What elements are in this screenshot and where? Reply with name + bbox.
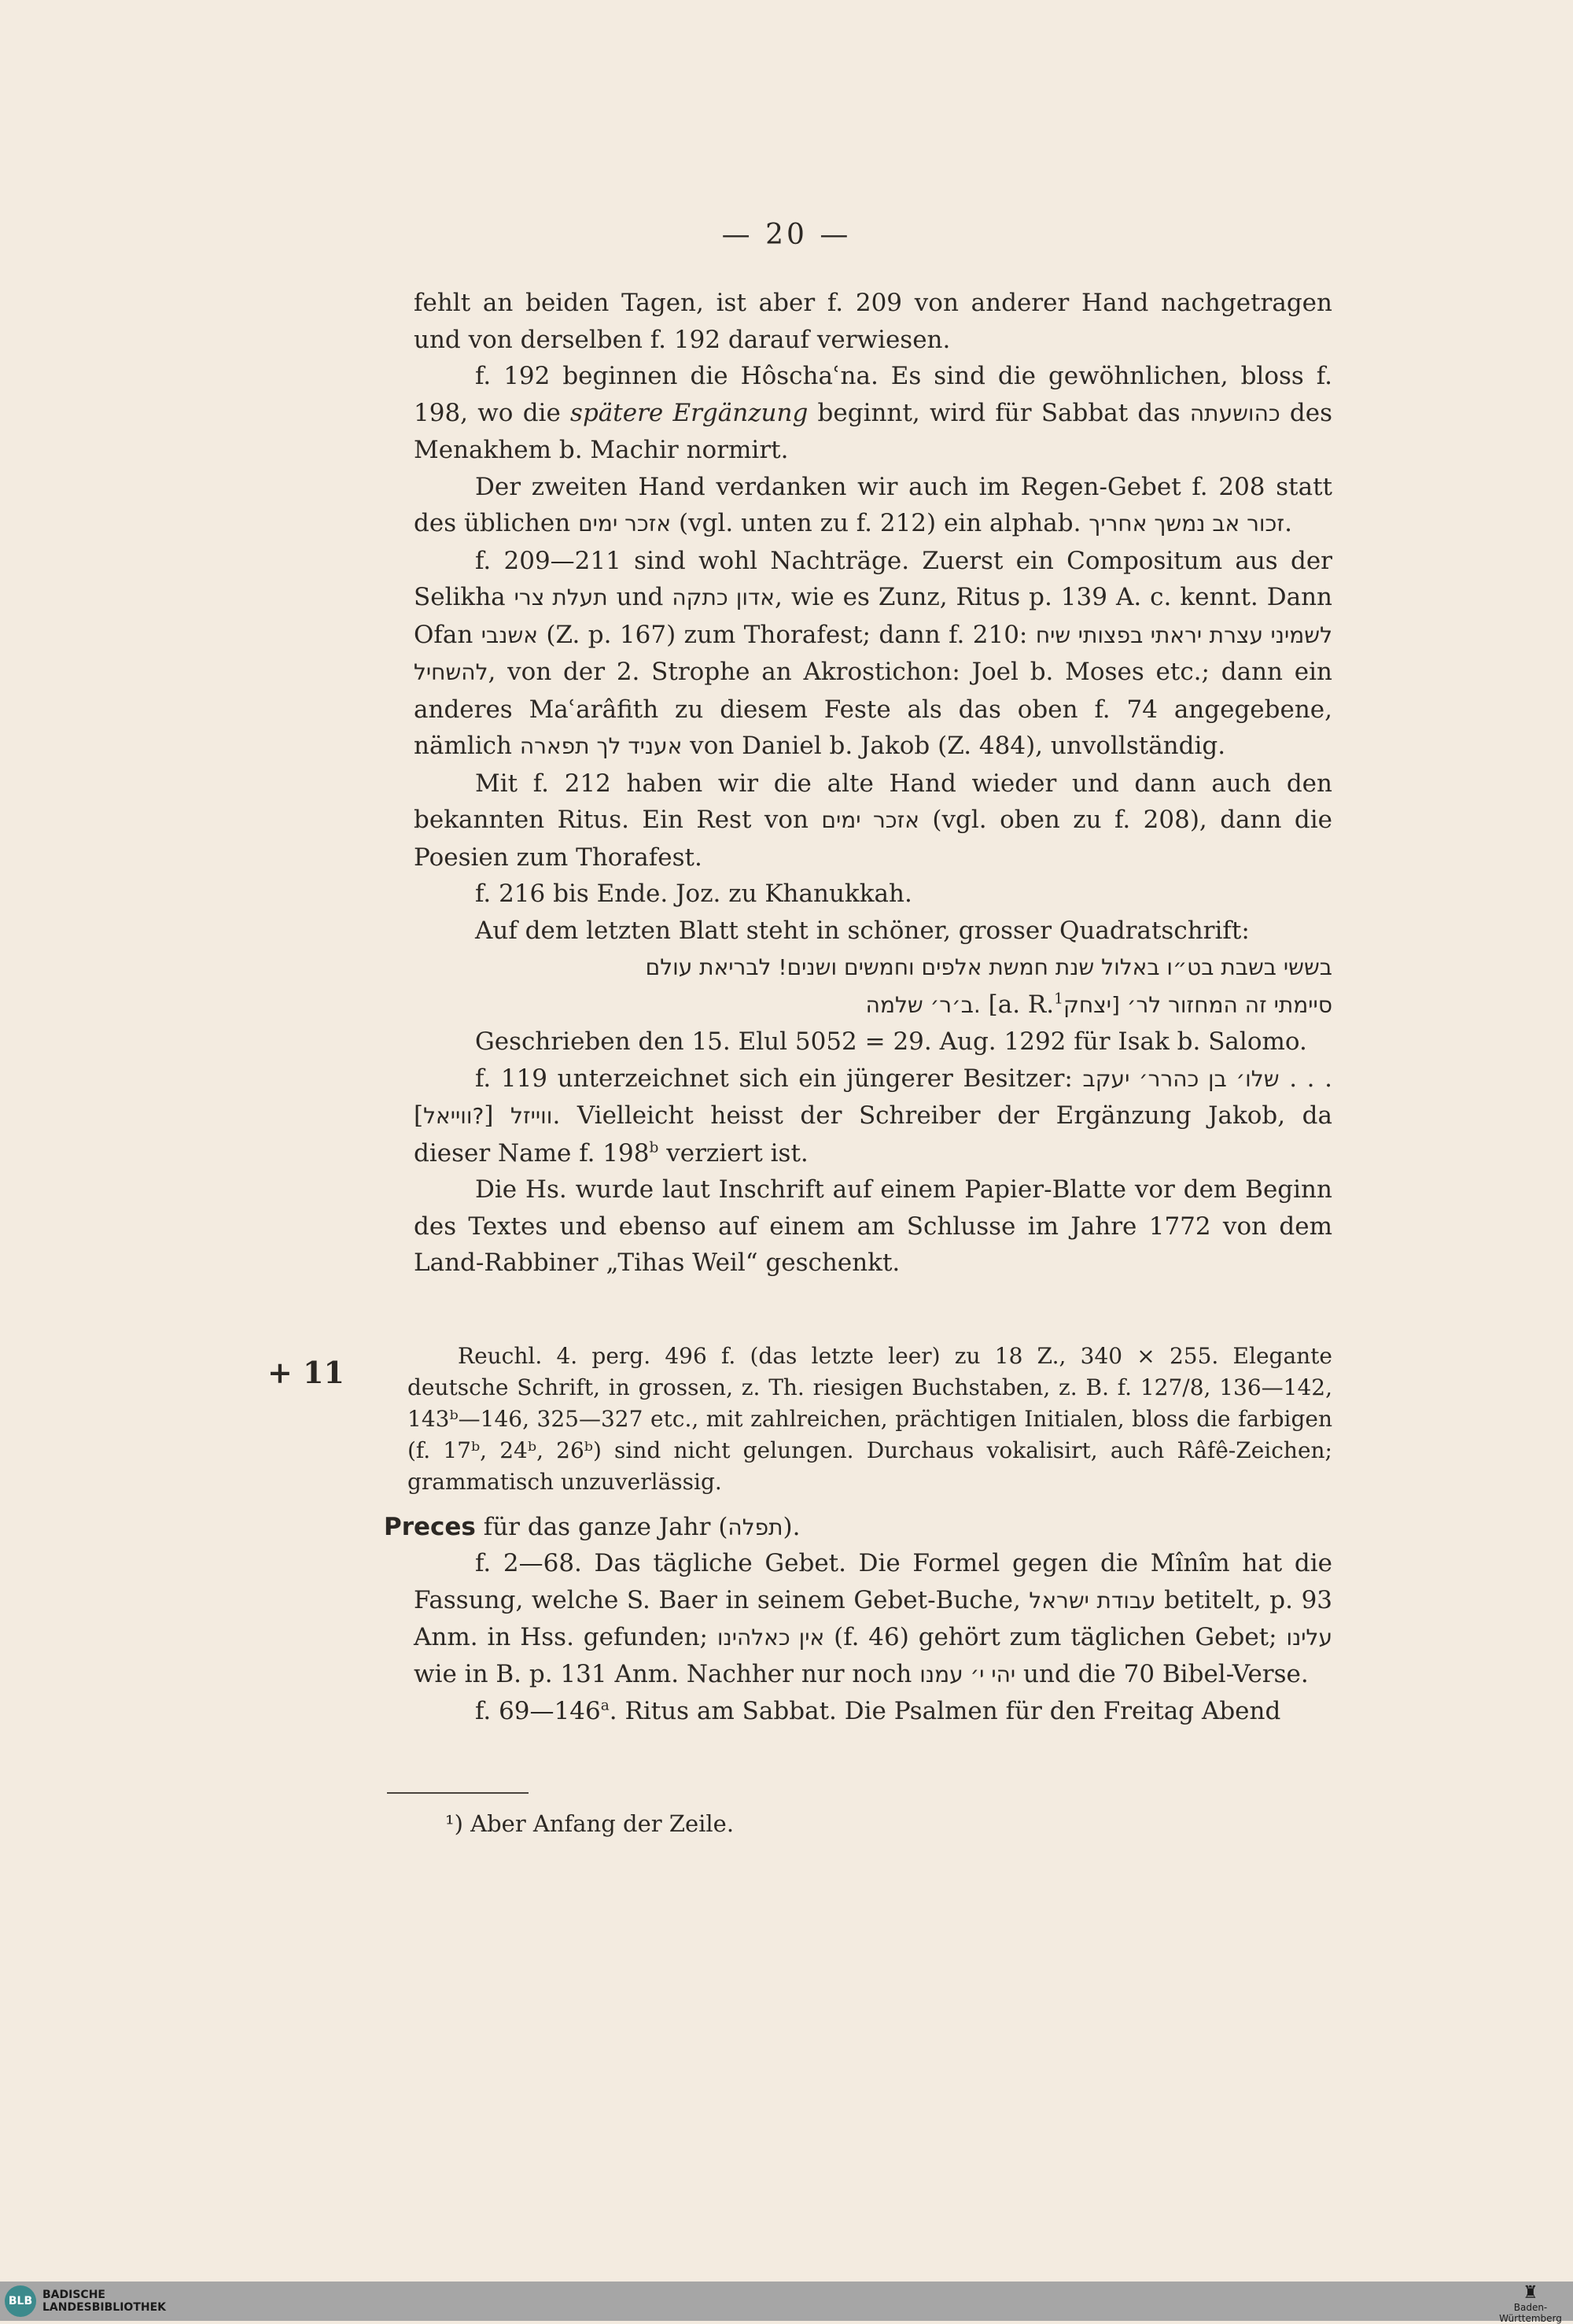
hebrew-text: אזכר ימים	[821, 807, 920, 833]
entry-number: + 11	[267, 1355, 344, 1390]
hebrew-text: תפלה	[728, 1514, 783, 1540]
hebrew-text: אין כאלהינו	[717, 1625, 825, 1651]
paragraph: Der zweiten Hand verdanken wir auch im Regen-Gebet f. 208 statt des üblichen אזכר ימים (vgl. unten zu f. 212) ein alphab. זכור אב נמשך אחריך.	[414, 472, 1332, 537]
entry-title: Preces	[384, 1513, 476, 1541]
paragraph: fehlt an beiden Tagen, ist aber f. 209 von anderer Hand nachgetragen und von derselben f. 192 darauf verwiesen.	[414, 289, 1332, 354]
library-logo: BLB	[5, 2285, 36, 2317]
library-name: BADISCHE LANDESBIBLIOTHEK	[42, 2289, 167, 2314]
paragraph: f. 119 unterzeichnet sich ein jüngerer Besitzer: שלו׳ בן כהרר׳ יעקב . . . [ווייאל?] ווייזל. Vielleicht heisst der Schreiber der Ergänzung Jakob, da dieser Name f. 198$^b$ verziert ist.	[414, 1064, 1333, 1168]
hebrew-text: ווייזל	[510, 1103, 553, 1129]
coat-of-arms-icon: ♜	[1523, 2283, 1538, 2303]
paragraph: Geschrieben den 15. Elul 5052 = 29. Aug. 1292 für Isak b. Salomo.	[475, 1027, 1307, 1056]
hebrew-text: עלינו	[1286, 1625, 1332, 1651]
paragraph: f. 216 bis Ende. Joz. zu Khanukkah.	[475, 880, 912, 908]
entry-description: Reuchl. 4. perg. 496 f. (das letzte leer) zu 18 Z., 340 ⨯ 255. Elegante deutsche Schrift, in grossen, z. Th. riesigen Buchstaben, z. B. f. 127/8, 136—142, 143ᵇ—146, 325—327 etc., mit zahlreichen, prächtigen Initialen, bloss die farbigen (f. 17ᵇ, 24ᵇ, 26ᵇ) sind nicht gelungen. Durchaus vokalisirt, auch Râfê-Zeichen; grammatisch unzuverlässig.	[407, 1343, 1332, 1495]
hebrew-text: תעלת צרי	[514, 585, 608, 611]
paragraph: Mit f. 212 haben wir die alte Hand wieder und dann auch den bekannten Ritus. Ein Rest von אזכר ימים (vgl. oben zu f. 208), dann die Poesien zum Thorafest.	[414, 769, 1332, 872]
main-text	[414, 285, 1332, 1282]
paragraph: f. 69—146$^a$. Ritus am Sabbat. Die Psalmen für den Freitag Abend	[475, 1697, 1281, 1725]
hebrew-text: לשמיני עצרת יראתי בפצותי שיח להשחיל	[414, 622, 1332, 685]
footnote-ref: 1	[1054, 990, 1063, 1008]
paragraph: f. 192 beginnen die Hôschaʿna. Es sind die gewöhnlichen, bloss f. 198, wo die spätere Ergänzung beginnt, wird für Sabbat das כהושעתה des Menakhem b. Machir normirt.	[414, 362, 1333, 464]
hebrew-text: כהושעתה	[1189, 400, 1280, 426]
hebrew-text: יהי י׳ עמנו	[919, 1662, 1016, 1688]
paragraph: Auf dem letzten Blatt steht in schöner, grosser Quadratschrift:	[475, 916, 1250, 945]
hebrew-colophon-line: בששי בשבת בט״ו באלול שנת חמשת אלפים וחמשים ושנים! לבריאת עולם	[645, 954, 1332, 980]
entry-body	[414, 1545, 1332, 1730]
hebrew-text: ווייאל?	[423, 1103, 484, 1129]
paragraph: Die Hs. wurde laut Inschrift auf einem Papier-Blatte vor dem Beginn des Textes und ebenso auf einem am Schlusse im Jahre 1772 von dem Land-Rabbiner „Tihas Weil“ geschenkt.	[414, 1175, 1332, 1277]
paragraph: f. 2—68. Das tägliche Gebet. Die Formel gegen die Mînîm hat die Fassung, welche S. Baer in seinem Gebet-Buche, עבודת ישראל betitelt, p. 93 Anm. in Hss. gefunden; אין כאלהינו (f. 46) gehört zum täglichen Gebet; עלינו wie in B. p. 131 Anm. Nachher nur noch יהי י׳ עמנו und die 70 Bibel-Verse.	[414, 1549, 1333, 1688]
hebrew-text: שלו׳ בן כהרר׳ יעקב	[1082, 1065, 1280, 1092]
entry-title-line: Preces für das ganze Jahr (תפלה).	[384, 1513, 801, 1541]
hebrew-text: אזכר ימים	[578, 511, 672, 537]
hebrew-text: אדון כתקה	[672, 585, 775, 611]
hebrew-text: עבודת ישראל	[1029, 1588, 1156, 1614]
footnote: ¹) Aber Anfang der Zeile.	[445, 1810, 735, 1837]
hebrew-text: אשנבי	[481, 622, 538, 648]
paragraph: f. 209—211 sind wohl Nachträge. Zuerst ein Compositum aus der Selikha תעלת צרי und אדון כתקה, wie es Zunz, Ritus p. 139 A. c. kennt. Dann Ofan אשנבי (Z. p. 167) zum Thorafest; dann f. 210: לשמיני עצרת יראתי בפצותי שיח להשחיל, von der 2. Strophe an Akrostichon: Joel b. Moses etc.; dann ein anderes Maʿarâfith zu diesem Feste als das oben f. 74 angegebene, nämlich אעניד לך תפארה von Daniel b. Jakob (Z. 484), unvollständig.	[414, 546, 1333, 760]
hebrew-text: אעניד לך תפארה	[519, 733, 683, 759]
italic-phrase: spätere Ergänzung	[570, 398, 809, 427]
footer-bar	[0, 2282, 1573, 2324]
footnote-divider	[387, 1792, 529, 1794]
state-logo: ♜ Baden-Württemberg	[1493, 2285, 1568, 2324]
page-number: — 20 —	[721, 219, 852, 251]
hebrew-colophon-line: סיימתי זה המחזור לר׳ [יצחק$^1$ [a. R. ב׳ר׳ שלמה.	[858, 990, 1332, 1019]
hebrew-text: זכור אב נמשך אחריך	[1089, 511, 1285, 537]
